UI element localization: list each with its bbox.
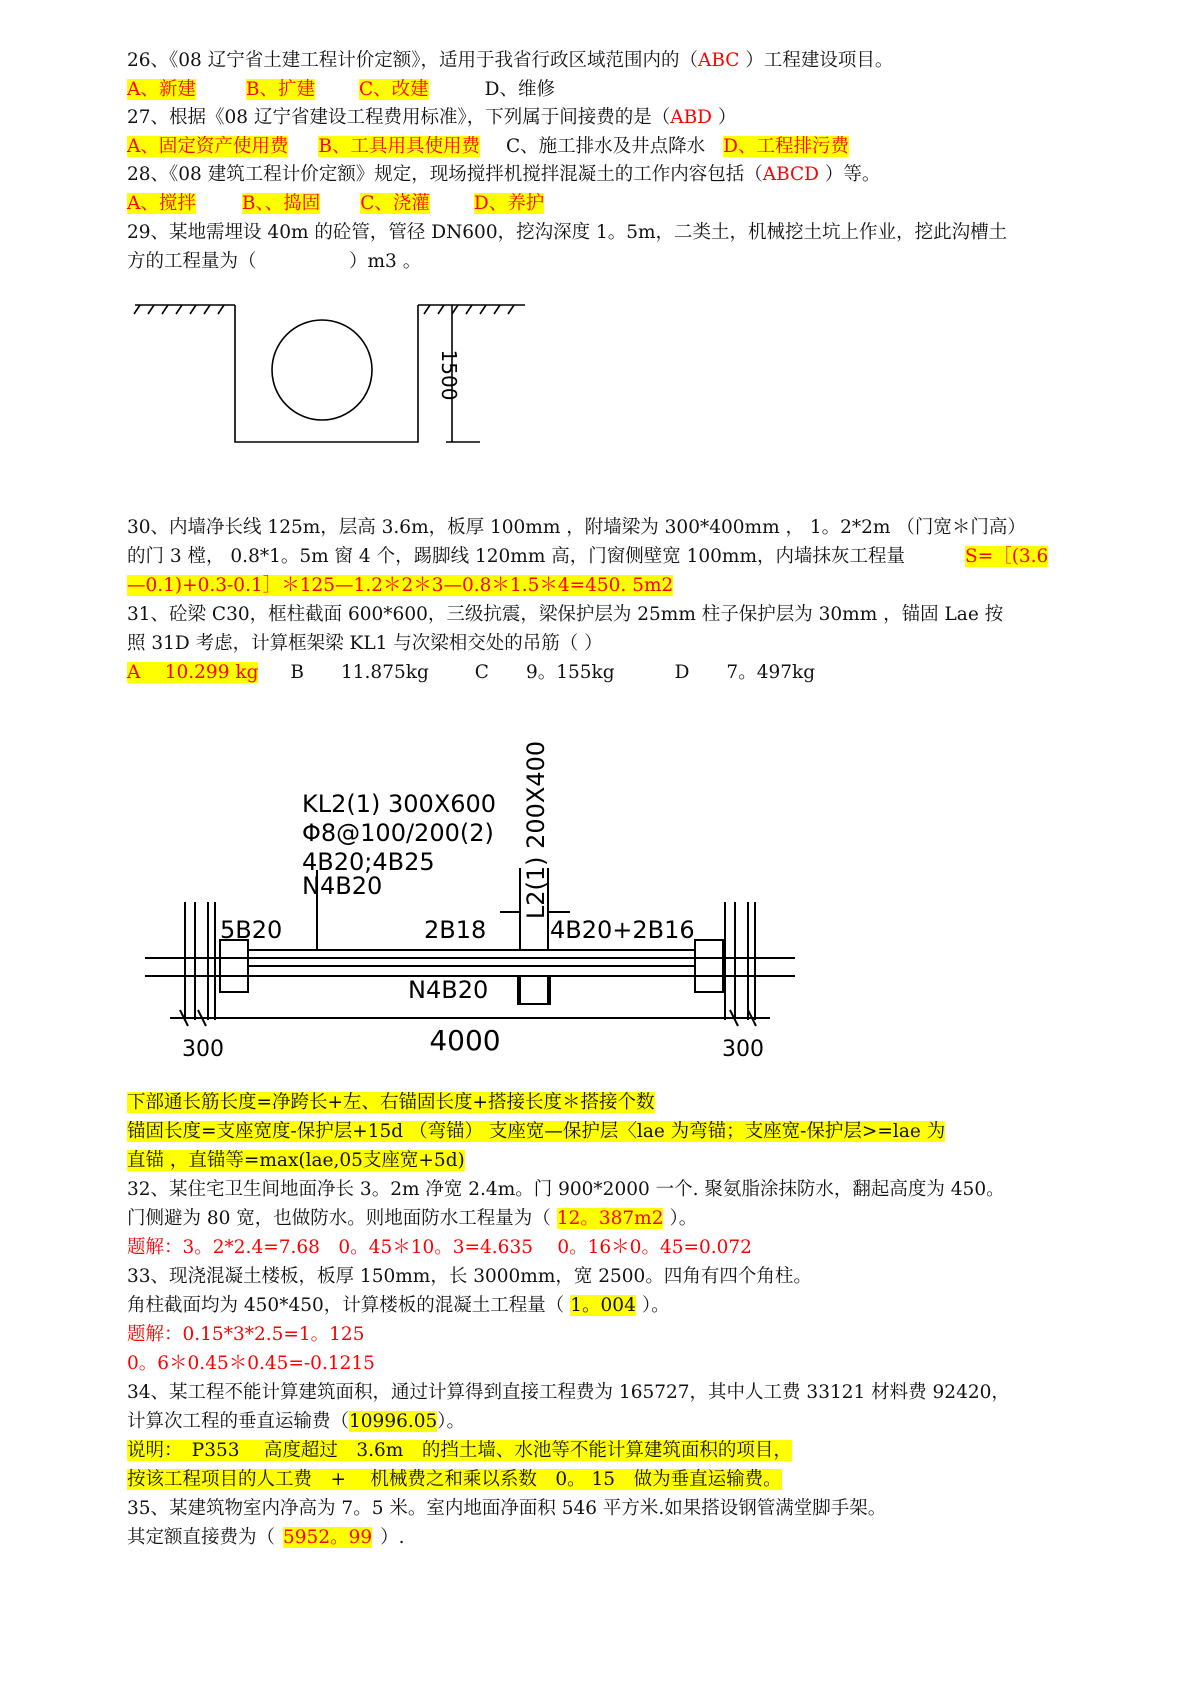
q28-option-c: C、浇灌 <box>360 193 430 214</box>
q30-line3 <box>127 573 673 599</box>
q30-line2: 的门 3 樘， 0.8*1。5m 窗 4 个，踢脚线 120mm 高，门窗侧壁宽 100mm，内墙抹灰工程量 S=［(3.6 <box>127 546 1049 567</box>
q31-note1: 下部通长筋长度=净跨长+左、右锚固长度+搭接长度＊搭接个数 <box>127 1092 655 1113</box>
q30-answer-part1: S=［(3.6 <box>965 546 1049 567</box>
q32-answer: 12。387m2 <box>556 1208 664 1229</box>
q34-note1: 说明： P353 高度超过 3.6m 的挡土墙、水池等不能计算建筑面积的项目， <box>127 1440 792 1461</box>
q34-note2: 按该工程项目的人工费 + 机械费之和乘以系数 0。 15 做为垂直运输费。 <box>127 1469 782 1490</box>
mid-top-bars-label: 2B18 <box>424 916 487 944</box>
q27-option-d: D、工程排污费 <box>723 136 849 157</box>
q27-question: 27、根据《08 辽宁省建设工程费用标准》，下列属于间接费的是（ABD ） <box>127 107 737 128</box>
q32-solution: 题解：3。2*2.4=7.68 0。45＊10。3=4.635 0。16＊0。45=0.072 <box>127 1237 752 1258</box>
q34-answer: 10996.05 <box>349 1411 438 1432</box>
q26-option-b: B、扩建 <box>245 79 315 100</box>
q34-line1: 34、某工程不能计算建筑面积，通过计算得到直接工程费为 165727，其中人工费 33121 材料费 92420， <box>127 1382 1010 1403</box>
pipe-circle <box>272 320 372 420</box>
q31-note2: 锚固长度=支座宽度-保护层+15d （弯锚） 支座宽—保护层〈lae 为弯锚；支座宽-保护层>=lae 为 <box>127 1121 946 1142</box>
q26-answer: ABC <box>697 50 740 71</box>
q31-options <box>127 660 815 686</box>
top-bars-label: 4B20;4B25 <box>302 848 435 876</box>
q27-option-c: C、施工排水及井点降水 <box>505 136 706 157</box>
q26-question: 26、《08 辽宁省土建工程计价定额》，适用于我省行政区域范围内的（ABC ）工程建设项目。 <box>127 50 894 71</box>
side-bars-label: N4B20 <box>302 872 383 900</box>
q27-option-a: A、固定资产使用费 <box>127 136 289 157</box>
q29-line2: 方的工程量为（ ）m3 。 <box>127 251 422 272</box>
q27-options <box>127 134 849 160</box>
span-dimension-label: 4000 <box>429 1024 501 1057</box>
q28-options <box>127 191 544 217</box>
q26-options <box>127 77 555 103</box>
q27-option-b: B、工具用具使用费 <box>318 136 480 157</box>
q28-option-d: D、养护 <box>473 193 545 214</box>
q27-answer: ABD <box>670 107 713 128</box>
q31-note3: 直锚 ，直锚等=max(lae,05支座宽+5d) <box>127 1150 465 1171</box>
q31-option-c: C 9。155kg <box>474 662 615 683</box>
left-top-bars-label: 5B20 <box>220 916 283 944</box>
q33-line1: 33、现浇混凝土楼板，板厚 150mm，长 3000mm，宽 2500。四角有四个角柱。 <box>127 1266 812 1287</box>
right-support-dimension: 300 <box>722 1037 764 1062</box>
q35-line1: 35、某建筑物室内净高为 7。5 米。室内地面净面积 546 平方米.如果搭设钢管满堂脚手架。 <box>127 1498 887 1519</box>
right-top-bars-label: 4B20+2B16 <box>550 916 695 944</box>
q28-answer: ABCD <box>762 164 820 185</box>
q29-line1: 29、某地需埋设 40m 的砼管，管径 DN600，挖沟深度 1。5m，二类土，机械挖土坑上作业，挖此沟槽土 <box>127 222 1008 243</box>
q33-line2: 角柱截面均为 450*450，计算楼板的混凝土工程量（ 1。004 ）。 <box>127 1295 670 1316</box>
q34-line2: 计算次工程的垂直运输费（10996.05）。 <box>127 1411 466 1432</box>
trench-depth-label: 1500 <box>437 349 461 401</box>
q32-line1: 32、某住宅卫生间地面净长 3。2m 净宽 2.4m。门 900*2000 一个. 聚氨脂涂抹防水，翻起高度为 450。 <box>127 1179 1005 1200</box>
q35-line2: 其定额直接费为（ 5952。99 ）. <box>127 1527 405 1548</box>
q35-answer: 5952。99 <box>283 1527 373 1548</box>
beam-figure <box>140 740 800 1070</box>
trench-figure <box>130 300 560 490</box>
q31-option-b: B 11.875kg <box>290 662 429 683</box>
q30-line1: 30、内墙净长线 125m，层高 3.6m，板厚 100mm ，附墙梁为 300*400mm ， 1。2*2m （门宽＊门高） <box>127 517 1026 538</box>
q31-line1: 31、砼梁 C30，框柱截面 600*600，三级抗震，梁保护层为 25mm 柱子保护层为 30mm ，锚固 Lae 按 <box>127 604 1004 625</box>
secondary-beam-label: L2(1) 200X400 <box>522 740 550 920</box>
left-support-dimension: 300 <box>182 1037 224 1062</box>
beam-title-label: KL2(1) 300X600 <box>302 790 497 818</box>
q33-answer: 1。004 <box>570 1295 636 1316</box>
q31-option-a: A 10.299 kg <box>127 662 259 683</box>
q32-line2: 门侧避为 80 宽，也做防水。则地面防水工程量为（ 12。387m2 ）。 <box>127 1208 698 1229</box>
q31-option-d: D 7。497kg <box>674 662 816 683</box>
q33-solution1: 题解：0.15*3*2.5=1。125 <box>127 1324 365 1345</box>
q33-solution2: 0。6＊0.45＊0.45=-0.1215 <box>127 1353 375 1374</box>
q28-option-a: A、搅拌 <box>127 193 196 214</box>
q28-option-b: B、、捣固 <box>241 193 321 214</box>
q30-answer-part2: —0.1)+0.3-0.1］＊125—1.2＊2＊3—0.8＊1.5＊4=450. 5m2 <box>127 575 674 596</box>
q26-option-a: A、新建 <box>127 79 196 100</box>
q28-question: 28、《08 建筑工程计价定额》规定，现场搅拌机搅拌混凝土的工作内容包括（ABCD ）等。 <box>127 164 881 185</box>
q26-option-d: D、维修 <box>484 79 555 100</box>
stirrup-label: Φ8@100/200(2) <box>302 819 494 847</box>
bottom-side-bars-label: N4B20 <box>408 976 489 1004</box>
q31-line2: 照 31D 考虑，计算框架梁 KL1 与次梁相交处的吊筋（ ） <box>127 633 603 654</box>
q26-option-c: C、改建 <box>358 79 429 100</box>
